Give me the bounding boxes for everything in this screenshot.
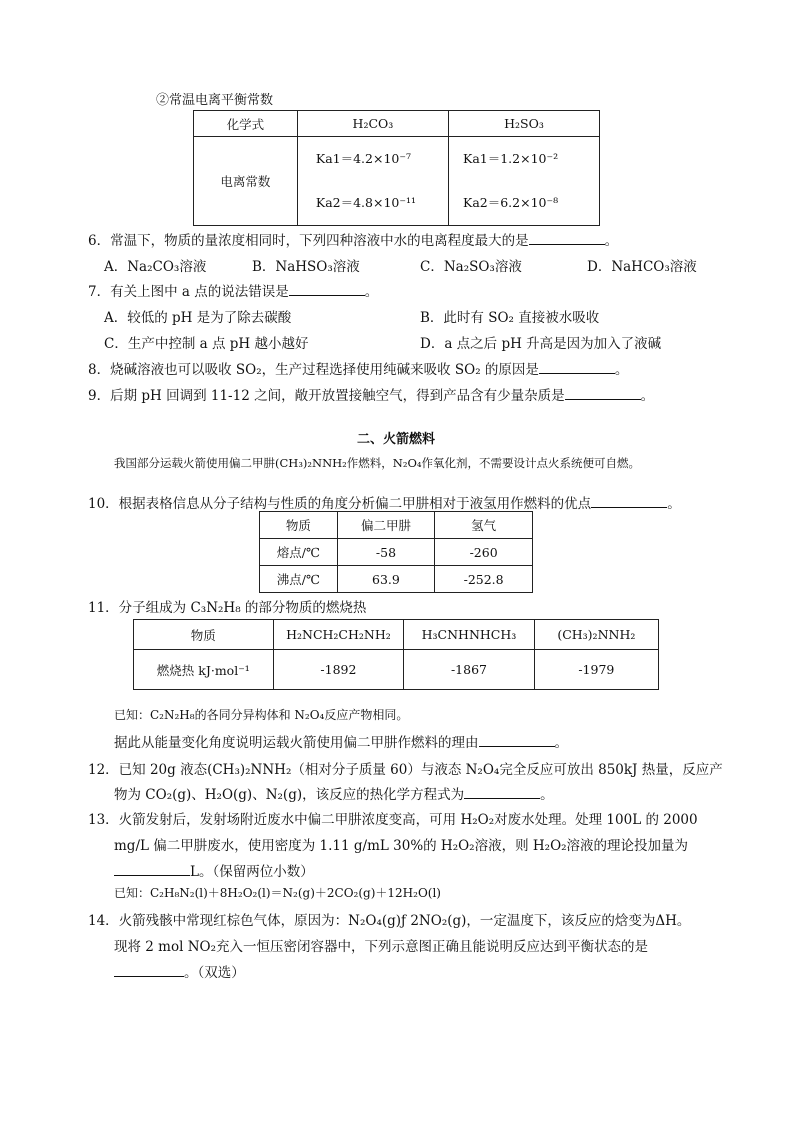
answer-blank[interactable] [529, 244, 605, 245]
answer-blank[interactable] [565, 399, 641, 400]
question-7: 7．有关上图中 a 点的说法错误是 。 [88, 284, 379, 300]
note: 已知：C₂N₂H₈的各同分异构体和 N₂O₄反应产物相同。 [114, 708, 409, 722]
table-row-label: 电离常数 [194, 137, 298, 226]
section-intro: 我国部分运载火箭使用偏二甲肼(CH₃)₂NNH₂作燃料，N₂O₄作氧化剂，不需要设计点火系统便可自燃。 [114, 456, 640, 470]
table-header: 物质 [134, 620, 274, 650]
table-header: 物质 [260, 512, 338, 539]
table-header: H₂CO₃ [297, 111, 448, 137]
question-13-line3: L。（保留两位小数） [114, 860, 314, 880]
table-header: H₃CNHNHCH₃ [404, 620, 534, 650]
ionization-constant-table [193, 110, 600, 226]
h2so3-ka2: Ka2＝6.2×10⁻⁸ [462, 195, 559, 210]
table-header: H₂SO₃ [448, 111, 599, 137]
answer-blank[interactable] [464, 798, 540, 799]
question-10: 10．根据表格信息从分子结构与性质的角度分析偏二甲肼相对于液氢用作燃料的优点 。 [88, 496, 681, 512]
question-11: 11．分子组成为 C₃N₂H₈ 的部分物质的燃烧热 [88, 600, 367, 616]
option-b: B．NaHSO₃溶液 [252, 259, 360, 275]
question-stem: 6．常温下，物质的量浓度相同时，下列四种溶液中水的电离程度最大的是 [88, 233, 529, 249]
combustion-heat-table [133, 619, 659, 690]
question-6: 6．常温下，物质的量浓度相同时，下列四种溶液中水的电离程度最大的是 。 [88, 233, 619, 249]
answer-blank[interactable] [114, 875, 190, 876]
table-header: 氢气 [435, 512, 533, 539]
h2so3-ka1: Ka1＝1.2×10⁻² [462, 151, 559, 166]
answer-blank[interactable] [289, 295, 365, 296]
question-13: 13．火箭发射后，发射场附近废水中偏二甲肼浓度变高，可用 H₂O₂对废水处理。处理 100L 的 2000 [88, 812, 698, 828]
question-13-line2: mg/L 偏二甲肼废水，使用密度为 1.11 g/mL 30%的 H₂O₂溶液，则 H₂O₂溶液的理论投加量为 [114, 838, 689, 854]
table-header: H₂NCH₂CH₂NH₂ [273, 620, 404, 650]
question-stem: 7．有关上图中 a 点的说法错误是 [88, 284, 289, 300]
h2co3-cell [297, 137, 448, 226]
option-c: C．Na₂SO₃溶液 [420, 259, 522, 275]
h2so3-cell [448, 137, 599, 226]
question-14: 14．火箭残骸中常现红棕色气体，原因为：N₂O₄(g)ƒ 2NO₂(g)，一定温度下，该反应的焓变为ΔH。 [88, 913, 691, 929]
question-14-line3: 。（双选） [114, 961, 245, 981]
option-c: C．生产中控制 a 点 pH 越小越好 [104, 336, 309, 352]
answer-blank[interactable] [479, 746, 555, 747]
h2co3-ka1: Ka1＝4.2×10⁻⁷ [315, 151, 411, 166]
question-stem: 8．烧碱溶液也可以吸收 SO₂，生产过程选择使用纯碱来吸收 SO₂ 的原因是 [88, 362, 539, 378]
table-header: 化学式 [194, 111, 298, 137]
section-title: 二、火箭燃料 [357, 432, 436, 447]
question-12-line2: 物为 CO₂(g)、H₂O(g)、N₂(g)，该反应的热化学方程式为 。 [114, 787, 554, 803]
question-8: 8．烧碱溶液也可以吸收 SO₂，生产过程选择使用纯碱来吸收 SO₂ 的原因是 。 [88, 362, 629, 378]
table-row: 熔点/℃ -58 -260 [260, 539, 533, 566]
table-row: 燃烧热 kJ·mol⁻¹ -1892 -1867 -1979 [134, 650, 659, 690]
question-12: 12．已知 20g 液态(CH₃)₂NNH₂（相对分子质量 60）与液态 N₂O₄完全反应可放出 850kJ 热量，反应产 [88, 762, 723, 778]
h2co3-ka2: Ka2＝4.8×10⁻¹¹ [315, 195, 416, 210]
note: 已知：C₂H₈N₂(l)＋8H₂O₂(l)＝N₂(g)＋2CO₂(g)＋12H₂O(l) [114, 886, 441, 900]
question-stem: 9．后期 pH 回调到 11-12 之间，敞开放置接触空气，得到产品含有少量杂质是 [88, 388, 565, 404]
answer-blank[interactable] [114, 976, 184, 977]
option-a: A．Na₂CO₃溶液 [104, 259, 207, 275]
answer-blank[interactable] [591, 507, 667, 508]
table-row: 沸点/℃ 63.9 -252.8 [260, 566, 533, 593]
melting-boiling-table [259, 511, 533, 593]
option-d: D．NaHCO₃溶液 [587, 259, 697, 275]
answer-blank[interactable] [539, 373, 615, 374]
ka-caption: ②常温电离平衡常数 [156, 93, 274, 108]
question-11-part2: 据此从能量变化角度说明运载火箭使用偏二甲肼作燃料的理由 。 [114, 735, 568, 751]
table-header: (CH₃)₂NNH₂ [534, 620, 658, 650]
option-a: A．较低的 pH 是为了除去碳酸 [104, 310, 292, 326]
option-d: D．a 点之后 pH 升高是因为加入了液碱 [420, 336, 662, 352]
question-9: 9．后期 pH 回调到 11-12 之间，敞开放置接触空气，得到产品含有少量杂质是 。 [88, 388, 655, 404]
option-b: B．此时有 SO₂ 直接被水吸收 [420, 310, 600, 326]
table-header: 偏二甲肼 [337, 512, 435, 539]
question-stem: 10．根据表格信息从分子结构与性质的角度分析偏二甲肼相对于液氢用作燃料的优点 [88, 496, 592, 512]
question-14-line2: 现将 2 mol NO₂充入一恒压密闭容器中，下列示意图正确且能说明反应达到平衡状态的是 [114, 939, 649, 955]
